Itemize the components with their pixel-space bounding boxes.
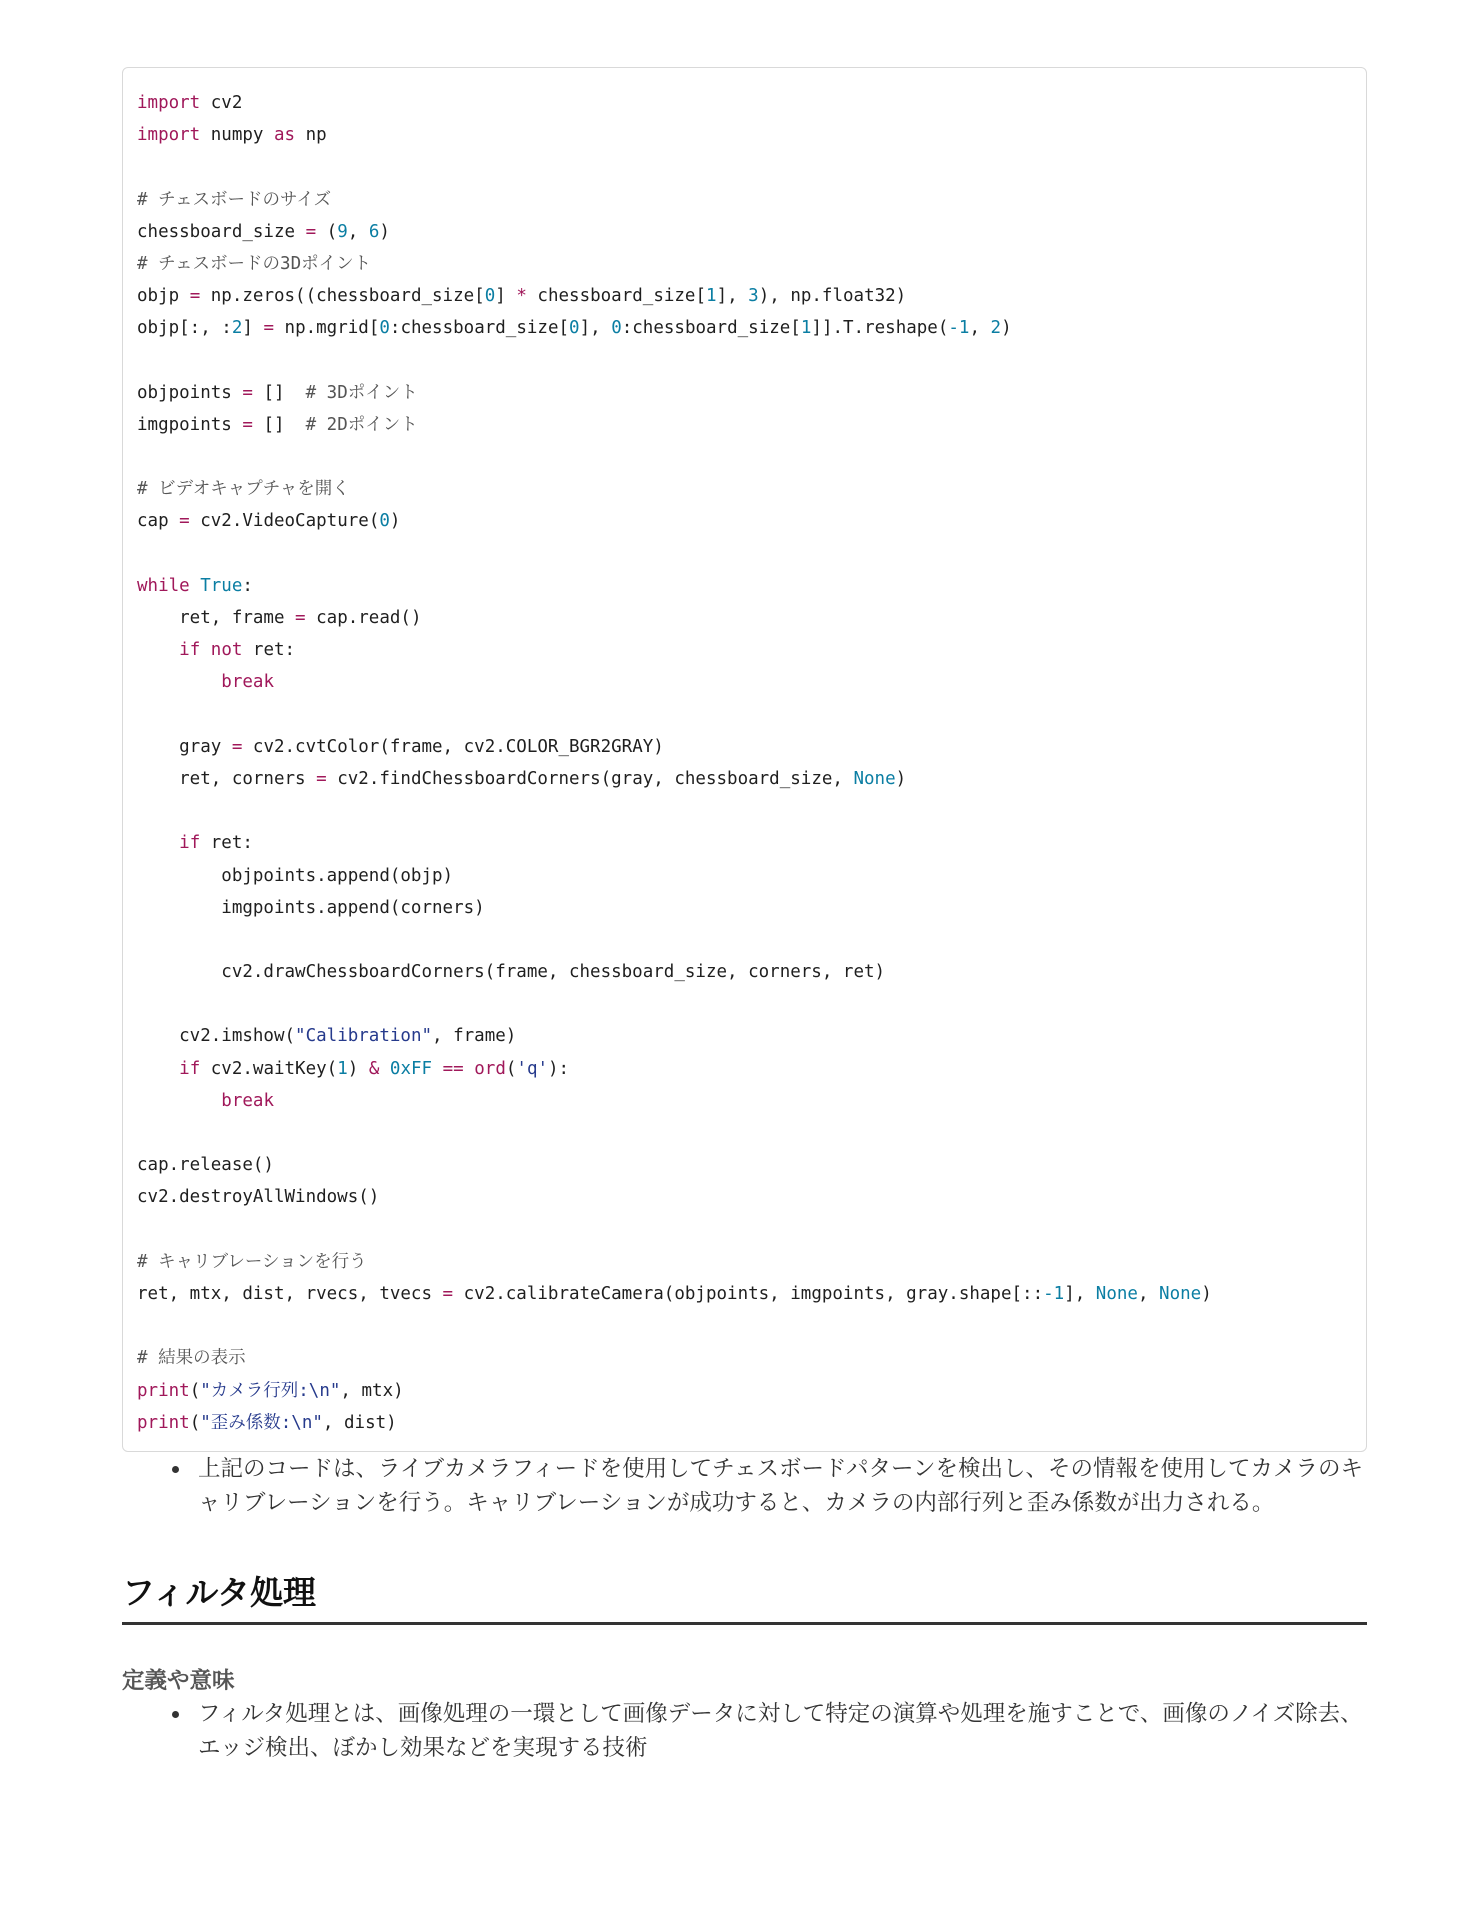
code-token: 'q' [516,1058,549,1079]
code-token: cv2 [200,93,243,113]
definition-list [122,1697,1367,1765]
code-token: cv2.cvtColor(frame, cv2.COLOR_BGR2GRAY) [242,736,664,757]
code-token: , [347,221,369,242]
code-token: ret: [242,640,296,661]
code-token: "カメラ行列:\n" [200,1380,341,1401]
list-item [122,1452,1367,1520]
code-token: if [179,640,201,661]
code-token: * [516,286,527,307]
code-line [137,345,1352,377]
code-token [432,1059,443,1079]
code-token: import [137,93,201,113]
code-token: cap.read() [305,608,422,628]
code-token: 1 [800,318,812,339]
code-line [137,216,1352,248]
bullet-dot [172,1711,179,1718]
code-line [137,892,1352,924]
code-line [137,1149,1352,1181]
code-line [137,248,1352,280]
code-token: 9 [337,221,348,242]
code-line [137,184,1352,216]
code-token: # キャリブレーションを行う [137,1251,367,1272]
code-line [137,731,1352,763]
code-line [137,280,1352,312]
code-token: if [179,1058,201,1079]
code-token: # チェスボードの3Dポイント [137,253,372,274]
code-line [137,1375,1352,1407]
code-token: cv2.destroyAllWindows() [137,1187,380,1208]
code-token: while [137,575,190,596]
code-line [137,1278,1352,1310]
code-token: : [242,575,253,596]
code-line [137,1181,1352,1213]
code-token: numpy [200,125,274,146]
code-line [137,441,1352,473]
code-token: # 3Dポイント [305,382,418,403]
code-line [137,763,1352,795]
code-token: objp [137,286,190,307]
code-token: 0 [379,318,390,339]
code-token: np.mgrid[ [274,318,380,339]
code-token: cv2.waitKey( [200,1058,338,1079]
code-token: print [137,1380,190,1401]
code-line [137,602,1352,634]
code-token: np.zeros((chessboard_size[ [200,286,485,307]
code-line [137,988,1352,1020]
code-token: , [1137,1283,1160,1304]
code-token: = [442,1283,454,1304]
code-token: & [368,1058,380,1079]
bullet-dot [172,1466,179,1473]
code-token: cv2.VideoCapture( [189,511,380,532]
code-token: 0xFF [389,1058,433,1079]
code-token: gray [137,736,232,757]
code-token: :chessboard_size[ [389,318,570,339]
code-token: ], [579,318,612,339]
code-token: None [1095,1283,1138,1304]
code-line [137,473,1352,505]
code-token: cap.release() [137,1155,274,1176]
code-token: "Calibration" [295,1026,433,1047]
code-token: if [179,833,201,854]
code-token: cv2.calibrateCamera(objpoints, imgpoints, gray.shape[:: [453,1283,1044,1304]
code-line [137,795,1352,827]
code-token [137,1059,179,1079]
code-token: ( [189,1380,201,1401]
code-line [137,699,1352,731]
code-token: chessboard_size [137,221,306,242]
definition-text: フィルタ処理とは、画像処理の一環として画像データに対して特定の演算や処理を施すことで、画像のノイズ除去、エッジ検出、ぼかし効果などを実現する技術 [198,1700,1363,1761]
code-token: # ビデオキャプチャを開く [137,479,350,500]
code-token: objpoints [137,382,243,403]
code-token [190,576,201,596]
code-line [137,312,1352,344]
code-token: -1 [1043,1283,1065,1304]
code-token [137,1091,221,1111]
code-token: 2 [990,318,1002,339]
code-explanation-list [122,1452,1367,1520]
code-token: objp[:, : [137,318,232,339]
code-line [137,1342,1352,1374]
code-token: # 結果の表示 [137,1348,246,1369]
code-line [137,1085,1352,1117]
code-token: ret: [200,833,253,854]
code-line [137,377,1352,409]
code-token: , mtx) [340,1380,404,1401]
code-token: ] [242,318,264,339]
code-token: 0 [569,318,580,339]
code-token: ret, frame [137,608,296,628]
code-line [137,1246,1352,1278]
list-item [122,1697,1367,1765]
code-line [137,1310,1352,1342]
code-token: = [305,221,317,242]
code-token: ] [495,286,517,307]
code-line [137,119,1352,151]
code-token [379,1059,390,1079]
code-token: ( [505,1058,517,1079]
code-line [137,538,1352,570]
code-token: # チェスボードのサイズ [137,189,332,210]
code-token [137,833,179,853]
code-token: # 2Dポイント [305,414,418,435]
code-token: , frame) [432,1026,517,1047]
code-line [137,1214,1352,1246]
code-token: ord [474,1058,506,1079]
code-line [137,151,1352,183]
code-token: ], [716,286,749,307]
code-token: ret, corners [137,768,317,789]
code-token [137,640,179,660]
code-token: ], [1064,1283,1096,1304]
code-line [137,1053,1352,1085]
code-token: cv2.findChessboardCorners(gray, chessboard_size, [326,768,854,789]
code-token: cv2.drawChessboardCorners(frame, chessboard_size, corners, ret) [137,962,886,983]
code-token: chessboard_size[ [526,286,707,307]
code-token [137,672,221,692]
code-token: = [263,318,274,339]
code-token: np [295,125,327,146]
code-token: ( [316,221,338,242]
code-token: ]].T.reshape( [811,318,949,339]
code-token: ) [379,221,390,242]
code-token: 2 [231,318,243,339]
code-token: ), np.float32) [758,286,907,307]
code-token [200,640,211,660]
code-token: objpoints.append(objp) [137,865,454,886]
code-token: print [137,1412,190,1433]
code-token: -1 [948,318,970,339]
code-line [137,1407,1352,1439]
code-token: not [210,640,243,661]
code-token: imgpoints.append(corners) [137,897,485,918]
code-token: [] [252,414,306,435]
code-token: imgpoints [137,414,243,435]
code-line [137,1020,1352,1052]
code-line [137,1117,1352,1149]
code-token: True [200,575,243,596]
code-token: :chessboard_size[ [621,318,801,339]
code-token: 0 [484,286,496,307]
code-token: ) [347,1058,369,1079]
code-token: , [969,318,991,339]
code-explanation-text: 上記のコードは、ライブカメラフィードを使用してチェスボードパターンを検出し、その情報を使用してカメラのキャリブレーションを行う。キャリブレーションが成功すると、カメラの内部行列と歪み係数が出力される。 [198,1455,1364,1516]
code-token: = [189,286,201,307]
code-token: cap [137,511,180,532]
code-token: , dist) [322,1412,397,1433]
code-line [137,570,1352,602]
code-token [464,1059,475,1079]
code-token: = [242,382,253,403]
code-line [137,409,1352,441]
code-token: 6 [368,221,380,242]
code-token: ) [389,511,401,532]
code-line [137,505,1352,537]
code-token: [] [252,382,306,403]
code-token: 3 [748,286,759,307]
document-page [122,67,1367,1765]
code-token: ret, mtx, dist, rvecs, tvecs [137,1283,443,1304]
code-token: break [221,672,274,693]
code-token: "歪み係数:\n" [200,1412,323,1433]
code-line [137,666,1352,698]
code-line [137,956,1352,988]
code-token: ) [895,768,907,789]
code-token: = [242,414,253,435]
code-token: ): [548,1058,570,1079]
code-line [137,924,1352,956]
code-token: 1 [706,286,717,307]
code-token: 1 [337,1058,348,1079]
code-token: break [221,1090,274,1111]
code-token: ) [1001,318,1012,339]
code-token: = [316,768,327,789]
code-line [137,827,1352,859]
code-token: ( [189,1412,201,1433]
section-heading: フィルタ処理 [122,1570,1367,1625]
subsection-heading: 定義や意味 [122,1667,235,1694]
code-token: = [295,608,306,628]
code-block [122,67,1367,1452]
code-token: ) [1201,1283,1212,1304]
code-line [137,634,1352,666]
code-token: cv2.imshow( [137,1026,296,1047]
code-token: import [137,125,201,146]
code-token: = [179,511,190,532]
code-token: = [231,736,243,757]
code-token: None [1159,1283,1202,1304]
code-line [137,860,1352,892]
code-token: 0 [611,318,622,339]
code-line [137,87,1352,119]
code-token: as [273,125,296,146]
code-token: 0 [379,511,390,532]
code-token: == [442,1058,464,1079]
code-token: None [853,768,896,789]
